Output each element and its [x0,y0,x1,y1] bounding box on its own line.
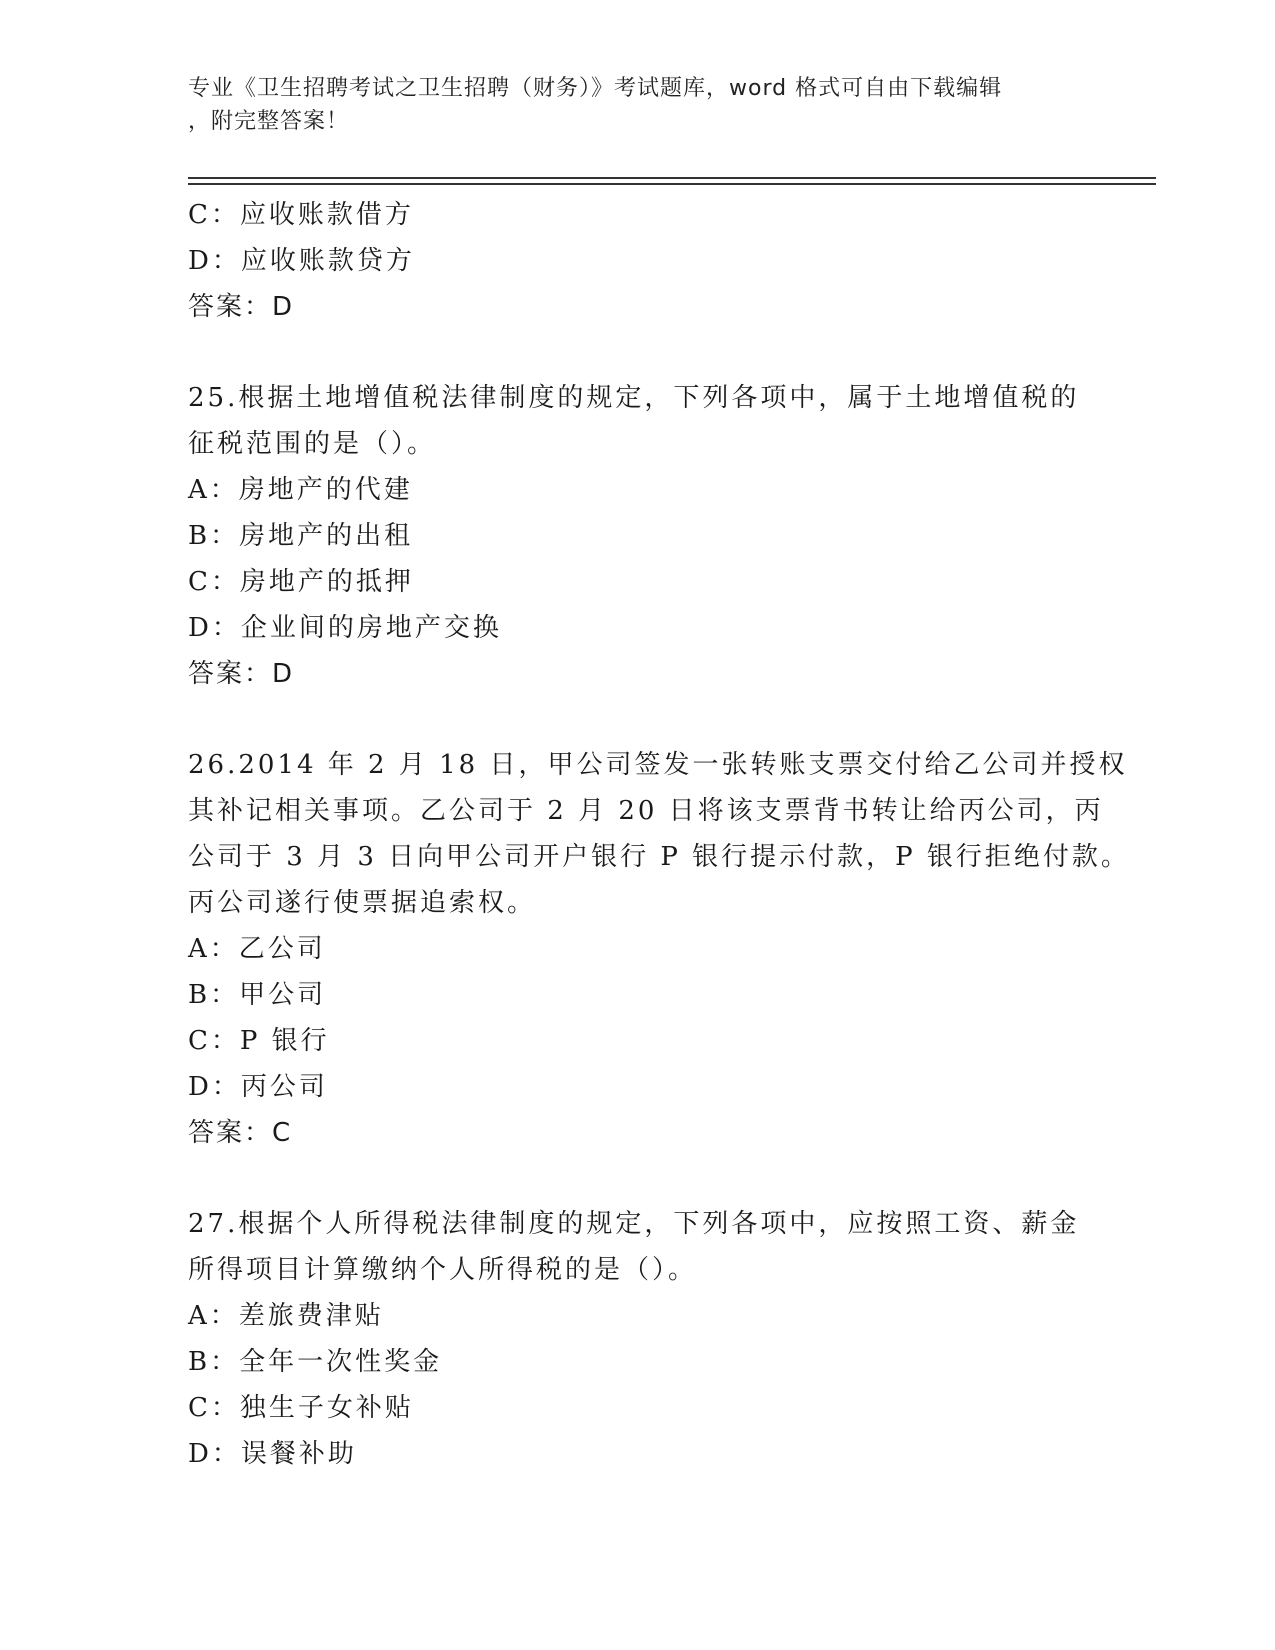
option-d: D：丙公司 [188,1072,328,1102]
question-text-line: 其补记相关事项。乙公司于 2 月 20 日将该支票背书转让给丙公司，丙 [188,796,1104,826]
answer-line: 答案：C [188,1118,293,1148]
question-content [188,192,1130,1477]
question-text-line: 26.2014 年 2 月 18 日，甲公司签发一张转账支票交付给乙公司并授权 [188,750,1128,780]
option-d: D：应收账款贷方 [188,246,415,276]
header-divider-bottom [188,183,1156,185]
question-26 [188,742,1130,1156]
question-25 [188,375,1088,697]
option-c: C：独生子女补贴 [188,1393,414,1423]
option-a: A：差旅费津贴 [188,1301,384,1331]
option-b: B：甲公司 [188,980,327,1010]
option-c: C：应收账款借方 [188,200,414,230]
question-text-line: 征税范围的是（）。 [188,429,437,459]
option-c: C：房地产的抵押 [188,567,414,597]
header-divider-top [188,177,1156,179]
option-d: D：企业间的房地产交换 [188,613,502,643]
question-27 [188,1201,1088,1477]
answer-line: 答案：D [188,659,295,689]
question-text-line: 所得项目计算缴纳个人所得税的是（）。 [188,1255,698,1285]
document-header [188,72,1078,138]
spacer [188,697,1088,742]
spacer [188,330,1088,375]
header-line-2: ，附完整答案！ [188,109,350,134]
option-a: A：乙公司 [188,934,326,964]
question-text-line: 27.根据个人所得税法律制度的规定，下列各项中，应按照工资、薪金 [188,1209,1080,1239]
answer-line: 答案：D [188,292,295,322]
option-b: B：全年一次性奖金 [188,1347,443,1377]
question-text-line: 丙公司遂行使票据追索权。 [188,888,537,918]
question-24-tail [188,192,1088,330]
option-b: B：房地产的出租 [188,521,414,551]
header-line-1: 专业《卫生招聘考试之卫生招聘（财务）》考试题库，word 格式可自由下载编辑 [188,76,1003,101]
spacer [188,1156,1088,1201]
option-c: C：P 银行 [188,1026,330,1056]
option-d: D：误餐补助 [188,1439,357,1469]
option-a: A：房地产的代建 [188,475,413,505]
question-text-line: 公司于 3 月 3 日向甲公司开户银行 P 银行提示付款，P 银行拒绝付款。 [188,842,1130,872]
question-text-line: 25.根据土地增值税法律制度的规定，下列各项中，属于土地增值税的 [188,383,1080,413]
